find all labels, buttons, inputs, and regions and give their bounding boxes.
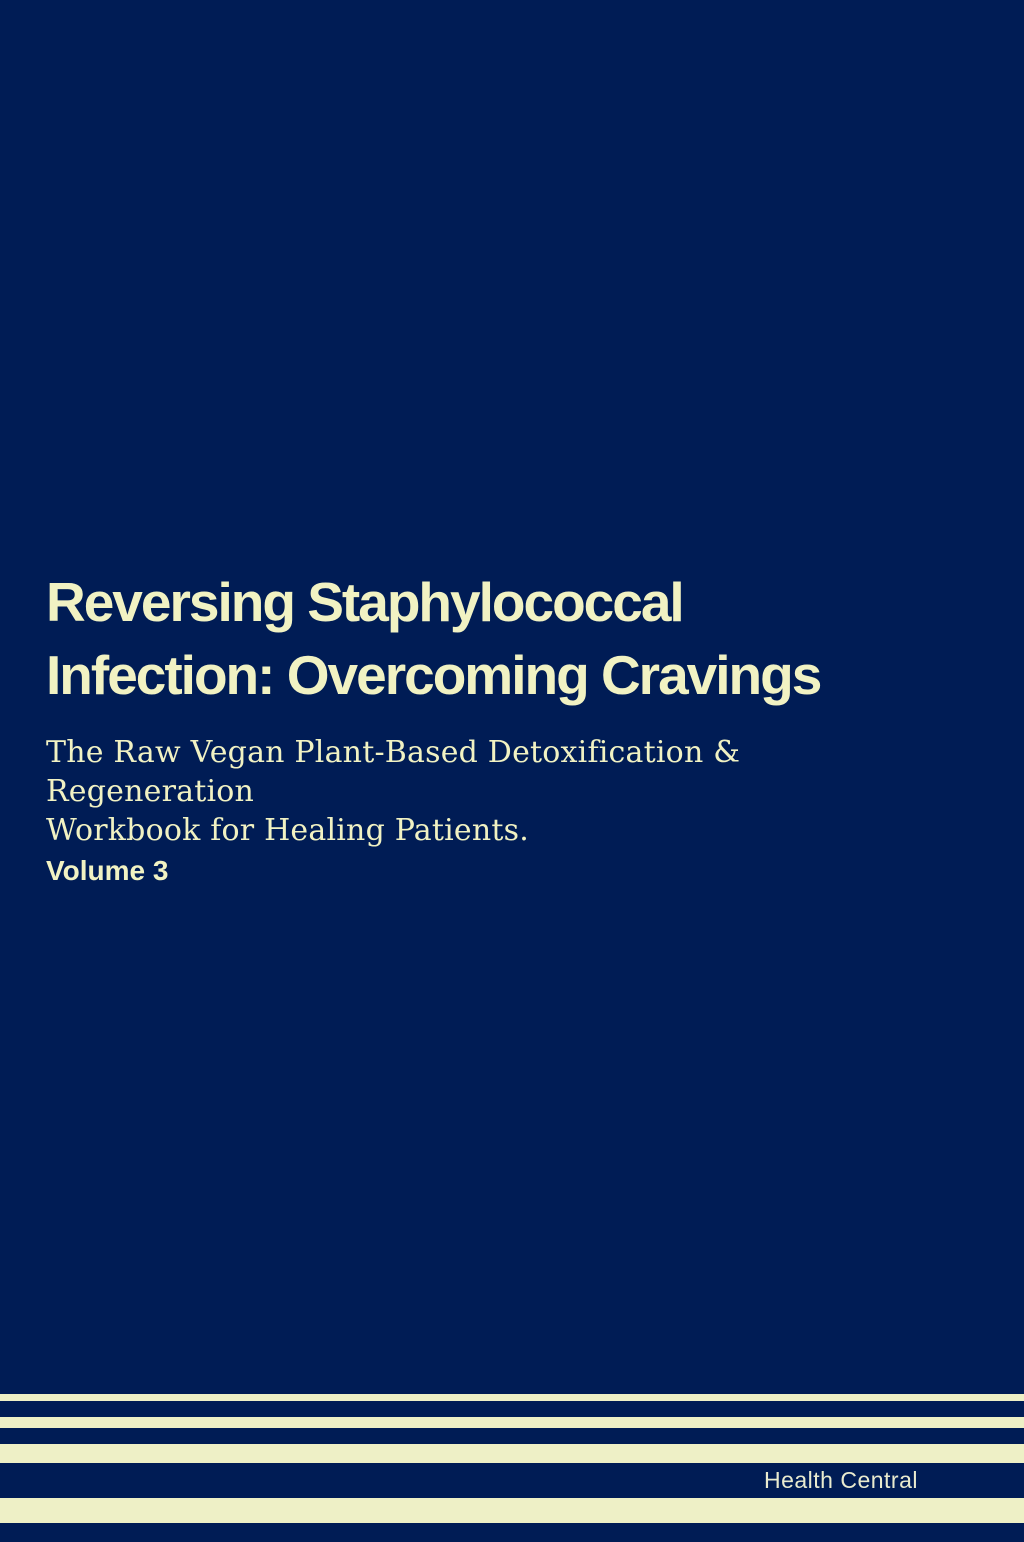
footer-stripe-medium <box>0 1417 1024 1428</box>
publisher-band <box>0 1463 1024 1498</box>
book-title <box>46 566 946 712</box>
volume-label: Volume 3 <box>46 855 169 886</box>
footer-stripe-wide <box>0 1444 1024 1463</box>
footer-stripe-thin <box>0 1394 1024 1401</box>
book-subtitle-line1: The Raw Vegan Plant-Based Detoxification & Regeneration <box>46 735 741 809</box>
book-title-line1: Reversing Staphylococcal <box>46 571 683 633</box>
book-subtitle-line2: Workbook for Healing Patients. <box>46 813 529 848</box>
footer-stripe-widest <box>0 1498 1024 1523</box>
book-title-line2: Infection: Overcoming Cravings <box>46 644 821 706</box>
publisher-name: Health Central <box>763 1467 918 1493</box>
book-subtitle <box>46 733 946 850</box>
